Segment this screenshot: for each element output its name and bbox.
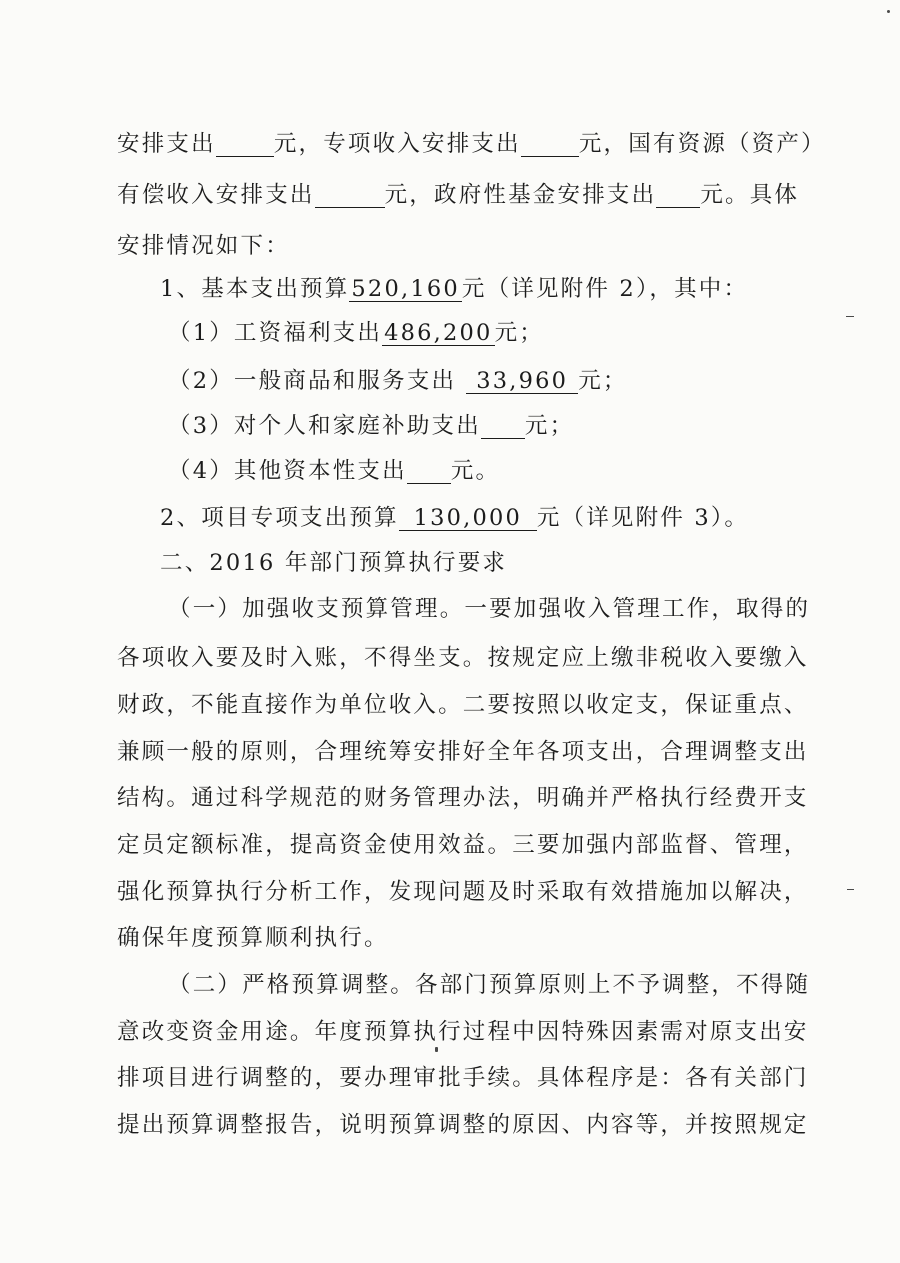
text-segment: 有偿收入安排支出 <box>117 182 315 208</box>
scan-speck <box>847 889 854 890</box>
text-segment: 元，专项收入安排支出 <box>273 131 521 157</box>
text-line: 确保年度预算顺利执行。 <box>117 925 389 951</box>
text-line: 各项收入要及时入账，不得坐支。按规定应上缴非税收入要缴入 <box>117 645 809 671</box>
text-line: 强化预算执行分析工作，发现问题及时采取有效措施加以解决， <box>117 879 809 905</box>
scan-speck <box>435 1047 438 1052</box>
capital-expenditure-line: （4）其他资本性支出 元。 <box>168 458 501 484</box>
text-segment: 元，国有资源（资产） <box>578 131 826 157</box>
text-line: 财政，不能直接作为单位收入。二要按照以收定支，保证重点、 <box>117 692 809 718</box>
text-line: 兼顾一般的原则，合理统筹安排好全年各项支出，合理调整支出 <box>117 739 809 765</box>
text-line: 安排情况如下： <box>117 233 290 259</box>
scan-speck <box>887 10 890 13</box>
blank-underline <box>315 183 385 208</box>
text-line: 提出预算调整报告，说明预算调整的原因、内容等，并按照规定 <box>117 1112 809 1138</box>
text-line <box>117 129 826 159</box>
budget-amount <box>481 414 525 439</box>
text-line: （二）严格预算调整。各部门预算原则上不予调整，不得随 <box>168 972 811 998</box>
goods-services-line: （2）一般商品和服务支出 33,960 元； <box>168 368 628 394</box>
text-segment: 元。具体 <box>700 182 800 208</box>
scan-speck <box>846 316 854 317</box>
text-segment: 元，政府性基金安排支出 <box>384 182 657 208</box>
budget-amount: 130,000 <box>399 506 537 531</box>
blank-underline <box>656 183 700 208</box>
project-expenditure-line: 2、项目专项支出预算 130,000 元（详见附件 3）。 <box>160 505 750 531</box>
text-segment: 安排支出 <box>117 131 216 157</box>
salary-welfare-line: （1）工资福利支出486,200元； <box>168 320 544 346</box>
text-line: 排项目进行调整的，要办理审批手续。具体程序是：各有关部门 <box>117 1065 809 1091</box>
budget-amount: 33,960 <box>466 369 578 394</box>
section-heading: 二、2016 年部门预算执行要求 <box>160 550 508 576</box>
text-line <box>117 180 800 210</box>
basic-expenditure-line: 1、基本支出预算520,160元（详见附件 2），其中： <box>160 276 749 302</box>
text-line: 结构。通过科学规范的财务管理办法，明确并严格执行经费开支 <box>117 785 809 811</box>
text-line: （一）加强收支预算管理。一要加强收入管理工作，取得的 <box>168 596 811 622</box>
budget-amount: 486,200 <box>384 320 493 346</box>
budget-amount: 520,160 <box>351 276 460 302</box>
text-line: 定员定额标准，提高资金使用效益。三要加强内部监督、管理， <box>117 832 809 858</box>
blank-underline <box>521 132 579 157</box>
budget-amount <box>407 459 451 484</box>
personal-subsidy-line: （3）对个人和家庭补助支出 元； <box>168 413 575 439</box>
text-line: 意改变资金用途。年度预算执行过程中因特殊因素需对原支出安 <box>117 1019 809 1045</box>
blank-underline <box>216 132 274 157</box>
